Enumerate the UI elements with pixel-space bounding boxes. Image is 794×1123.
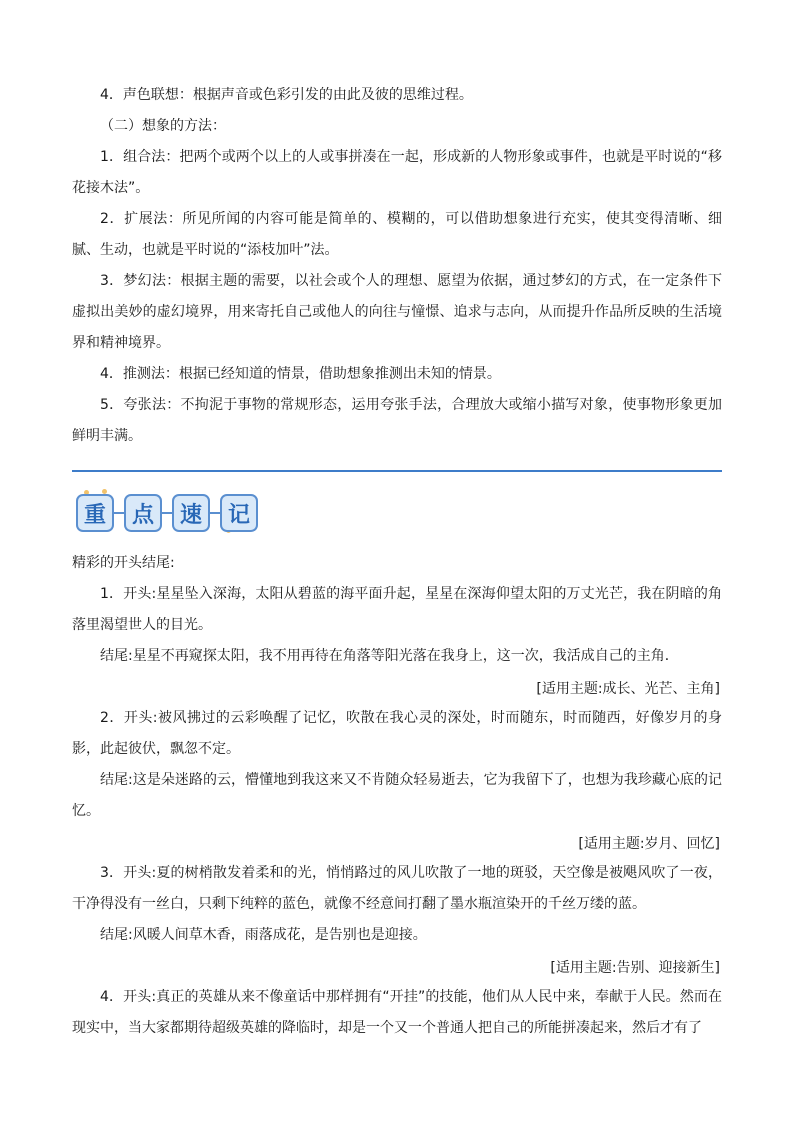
method-2: 2．扩展法：所见所闻的内容可能是简单的、模糊的，可以借助想象进行充实，使其变得清晰、细腻、生动，也就是平时说的“添枝加叶”法。 (72, 211, 722, 258)
banner-char-4: 记 (220, 494, 258, 532)
methods-subheading: （二）想象的方法： (100, 118, 226, 134)
example-1-opening: 1．开头:星星坠入深海，太阳从碧蓝的海平面升起，星星在深海仰望太阳的万丈光芒，我在阴暗的角落里渴望世人的目光。 (72, 586, 722, 633)
example-1-theme-tag: [适用主题:成长、光芒、主角] (536, 681, 720, 697)
example-4-opening: 4．开头:真正的英雄从来不像童话中那样拥有“开挂”的技能，他们从人民中来，奉献于人民。然而在现实中，当大家都期待超级英雄的降临时，却是一个又一个普通人把自己的所能拼凑起来，然后才有了 (72, 989, 722, 1036)
example-2-ending: 结尾:这是朵迷路的云，懵懂地到我这来又不肯随众轻易逝去，它为我留下了，也想为我珍藏心底的记忆。 (72, 772, 722, 819)
key-points-banner (76, 494, 264, 536)
method-4: 4．推测法：根据已经知道的情景，借助想象推测出未知的情景。 (100, 366, 501, 382)
example-2-theme-tag: [适用主题:岁月、回忆] (578, 836, 720, 852)
example-2-opening: 2．开头:被风拂过的云彩唤醒了记忆，吹散在我心灵的深处，时而随东，时而随西，好像岁月的身影，此起彼伏，飘忽不定。 (72, 710, 722, 757)
banner-char-3: 速 (172, 494, 210, 532)
section-title: 精彩的开头结尾: (72, 555, 175, 571)
example-3-ending: 结尾:风暖人间草木香，雨落成花，是告别也是迎接。 (100, 927, 427, 943)
example-3-theme-tag: [适用主题:告别、迎接新生] (550, 960, 720, 976)
method-5: 5．夸张法：不拘泥于事物的常规形态，运用夸张手法，合理放大或缩小描写对象，使事物形象更加鲜明丰满。 (72, 397, 722, 444)
banner-char-1: 重 (76, 494, 114, 532)
example-3-opening: 3．开头:夏的树梢散发着柔和的光，悄悄路过的风儿吹散了一地的斑驳，天空像是被飓风吹了一夜，干净得没有一丝白，只剩下纯粹的蓝色，就像不经意间打翻了墨水瓶渲染开的千丝万缕的蓝。 (72, 865, 722, 912)
example-1-ending: 结尾:星星不再窥探太阳，我不用再待在角落等阳光落在我身上，这一次，我活成自己的主角． (100, 648, 679, 664)
banner-char-2: 点 (124, 494, 162, 532)
method-3: 3．梦幻法：根据主题的需要，以社会或个人的理想、愿望为依据，通过梦幻的方式，在一定条件下虚拟出美妙的虚幻境界，用来寄托自己或他人的向往与憧憬、追求与志向，从而提升作品所反映的生活境界和精神境界。 (72, 273, 722, 351)
method-1: 1．组合法：把两个或两个以上的人或事拼凑在一起，形成新的人物形象或事件，也就是平时说的“移花接木法”。 (72, 149, 722, 196)
section-divider (72, 470, 722, 472)
imagination-item-4: 4．声色联想：根据声音或色彩引发的由此及彼的思维过程。 (100, 87, 473, 103)
